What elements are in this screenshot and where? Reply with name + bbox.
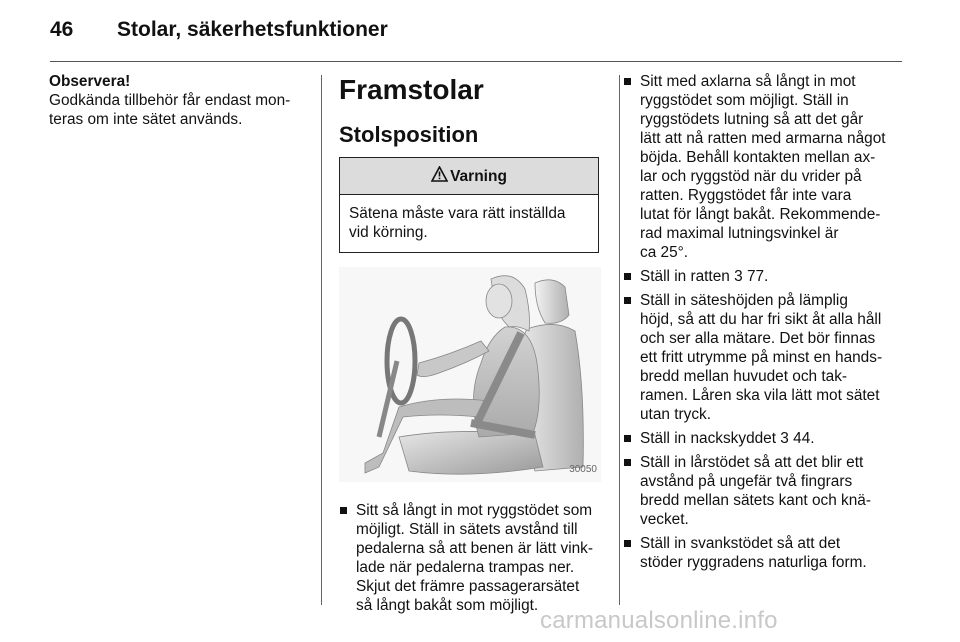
list-item-line: ryggstödet som möjligt. Ställ in bbox=[640, 92, 849, 109]
instruction-list bbox=[339, 501, 602, 615]
list-item-line: pedalerna så att benen är lätt vink- bbox=[356, 540, 593, 557]
list-item-line: så långt bakåt som möjligt. bbox=[356, 597, 539, 614]
bullet-square-icon bbox=[624, 78, 631, 85]
list-item-line: ett fritt utrymme på minst en hands- bbox=[640, 349, 883, 366]
instruction-list bbox=[623, 72, 903, 572]
list-item bbox=[623, 267, 903, 286]
page-header bbox=[0, 0, 960, 60]
list-item-line: lätt att nå ratten med armarna något bbox=[640, 130, 886, 147]
list-item-line: böjda. Behåll kontakten mellan ax- bbox=[640, 149, 876, 166]
list-item-line: Ställ in svankstödet så att det bbox=[640, 535, 841, 552]
list-item-line: Ställ in lårstödet så att det blir ett bbox=[640, 454, 864, 471]
subsection-heading: Stolsposition bbox=[339, 122, 479, 147]
section-heading: Framstolar bbox=[339, 74, 484, 105]
list-item-line: rad maximal lutningsvinkel är bbox=[640, 225, 839, 242]
list-item-line: bredd mellan huvudet och tak- bbox=[640, 368, 848, 385]
bullet-square-icon bbox=[624, 540, 631, 547]
list-item-line: vecket. bbox=[640, 511, 689, 528]
list-item-line: bredd mellan sätets kant och knä- bbox=[640, 492, 871, 509]
note-heading: Observera! bbox=[49, 73, 131, 90]
warning-box bbox=[339, 157, 599, 253]
list-item-line: Skjut det främre passagerarsätet bbox=[356, 578, 580, 595]
column-divider-left bbox=[321, 75, 322, 605]
bullet-square-icon bbox=[624, 459, 631, 466]
list-item-line: möjligt. Ställ in sätets avstånd till bbox=[356, 521, 578, 538]
list-item-line: Ställ in ratten 3 77. bbox=[640, 268, 769, 285]
list-item-line: och ser alla mätare. Det bör finnas bbox=[640, 330, 876, 347]
note-line: teras om inte sätet används. bbox=[49, 111, 243, 128]
list-item-line: Sitt så långt in mot ryggstödet som bbox=[356, 502, 593, 519]
list-item bbox=[623, 291, 903, 424]
column-right bbox=[623, 72, 903, 577]
column-divider-right bbox=[619, 75, 620, 605]
column-left bbox=[49, 72, 307, 129]
page-number: 46 bbox=[50, 18, 74, 41]
bullet-square-icon bbox=[340, 507, 347, 514]
list-item-line: Ställ in säteshöjden på lämplig bbox=[640, 292, 848, 309]
warning-line: vid körning. bbox=[349, 224, 428, 241]
list-item-line: stöder ryggradens naturliga form. bbox=[640, 554, 867, 571]
warning-body bbox=[340, 195, 598, 252]
list-item-line: ratten. Ryggstödet får inte vara bbox=[640, 187, 852, 204]
site-watermark: carmanualsonline.info bbox=[540, 607, 778, 634]
warning-line: Sätena måste vara rätt inställda bbox=[349, 205, 566, 222]
list-item-line: Sitt med axlarna så långt in mot bbox=[640, 73, 856, 90]
warning-triangle-icon bbox=[431, 166, 448, 187]
warning-header bbox=[340, 158, 598, 195]
list-item-line: ca 25°. bbox=[640, 244, 689, 261]
bullet-square-icon bbox=[624, 273, 631, 280]
list-item bbox=[623, 453, 903, 529]
list-item-line: lutat för långt bakåt. Rekommende- bbox=[640, 206, 881, 223]
list-item-line: avstånd på ungefär två fingrars bbox=[640, 473, 853, 490]
list-item-line: Ställ in nackskyddet 3 44. bbox=[640, 430, 815, 447]
page-title: Stolar, säkerhetsfunktioner bbox=[117, 18, 388, 41]
figure-number: 30050 bbox=[569, 464, 597, 475]
seated-driver-drawing bbox=[339, 267, 601, 482]
list-item-line: höjd, så att du har fri sikt åt alla håll bbox=[640, 311, 882, 328]
list-item-line: ryggstödets lutning så att det går bbox=[640, 111, 864, 128]
note-line: Godkända tillbehör får endast mon- bbox=[49, 92, 291, 109]
list-item bbox=[339, 501, 602, 615]
warning-title: Varning bbox=[450, 167, 507, 185]
list-item bbox=[623, 72, 903, 262]
column-middle bbox=[339, 72, 602, 620]
list-item bbox=[623, 429, 903, 448]
header-rule bbox=[50, 61, 902, 62]
list-item-line: ramen. Låren ska vila lätt mot sätet bbox=[640, 387, 880, 404]
bullet-square-icon bbox=[624, 297, 631, 304]
list-item bbox=[623, 534, 903, 572]
list-item-line: utan tryck. bbox=[640, 406, 711, 423]
list-item-line: lar och ryggstöd när du vrider på bbox=[640, 168, 862, 185]
bullet-square-icon bbox=[624, 435, 631, 442]
seat-position-illustration bbox=[339, 267, 601, 482]
list-item-line: lade när pedalerna trampas ner. bbox=[356, 559, 575, 576]
